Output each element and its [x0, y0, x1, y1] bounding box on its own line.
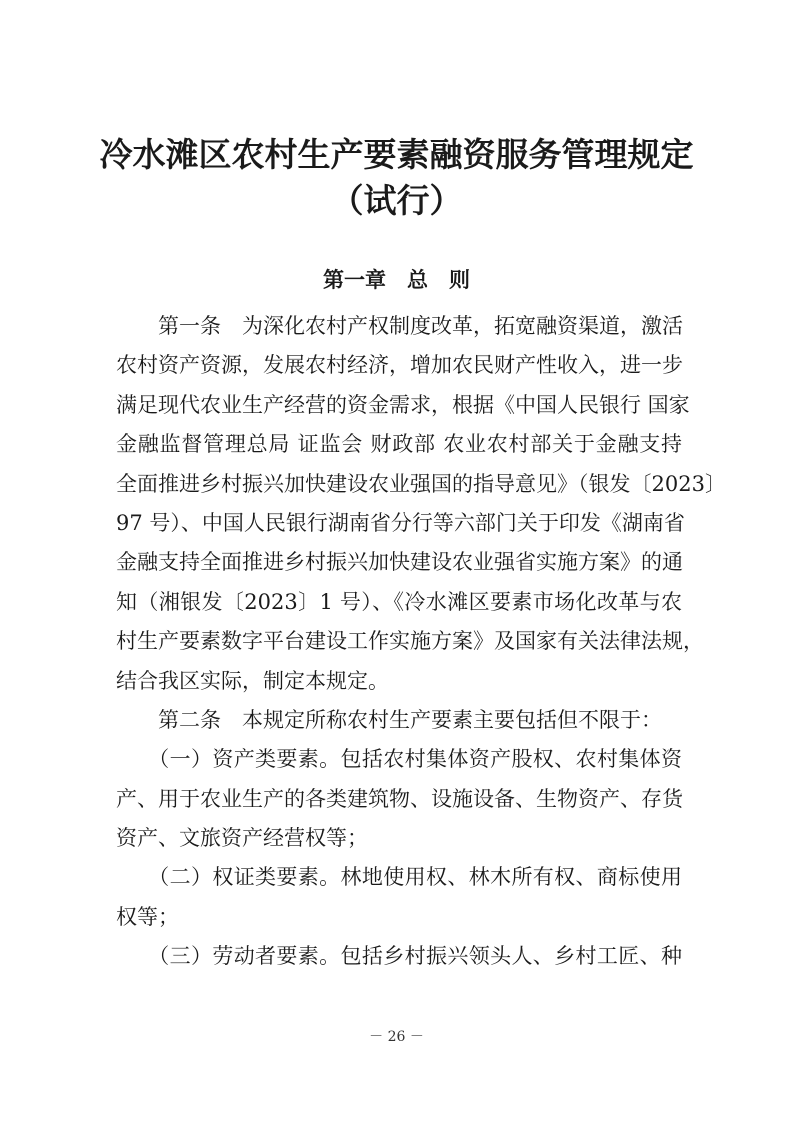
body-line: （三）劳动者要素。包括乡村振兴领头人、乡村工匠、种: [116, 944, 682, 969]
body-line: 全面推进乡村振兴加快建设农业强国的指导意见》（银发〔2023〕: [116, 471, 726, 496]
body-line: （二）权证类要素。林地使用权、林木所有权、商标使用: [116, 865, 682, 890]
body-line: 产、用于农业生产的各类建筑物、设施设备、生物资产、存货: [116, 786, 683, 811]
body-line: 资产、文旅资产经营权等；: [116, 826, 368, 851]
body-line: 结合我区实际，制定本规定。: [116, 668, 389, 693]
body-line: 满足现代农业生产经营的资金需求，根据《中国人民银行 国家: [116, 392, 690, 417]
body-line: 权等；: [116, 904, 179, 929]
document-title-subtitle: （试行）: [330, 181, 463, 220]
body-line: 金融支持全面推进乡村振兴加快建设农业强省实施方案》的通: [116, 550, 683, 575]
body-line: 第二条 本规定所称农村生产要素主要包括但不限于：: [116, 707, 662, 732]
body-line: 农村资产资源，发展农村经济，增加农民财产性收入，进一步: [116, 353, 683, 378]
chapter-heading: 第一章 总 则: [323, 268, 470, 292]
page-number: － 26 －: [369, 1029, 424, 1045]
body-line: 97 号）、中国人民银行湖南省分行等六部门关于印发《湖南省: [116, 510, 685, 535]
body-line: （一）资产类要素。包括农村集体资产股权、农村集体资: [116, 747, 682, 772]
body-line: 知（湘银发〔2023〕1 号）、《冷水滩区要素市场化改革与农: [116, 589, 682, 614]
body-line: 金融监督管理总局 证监会 财政部 农业农村部关于金融支持: [116, 432, 682, 457]
document-title: 冷水滩区农村生产要素融资服务管理规定: [99, 135, 694, 174]
body-line: 村生产要素数字平台建设工作实施方案》及国家有关法律法规，: [116, 629, 704, 654]
document-body: [116, 307, 726, 977]
body-line: 第一条 为深化农村产权制度改革，拓宽融资渠道，激活: [116, 314, 683, 338]
